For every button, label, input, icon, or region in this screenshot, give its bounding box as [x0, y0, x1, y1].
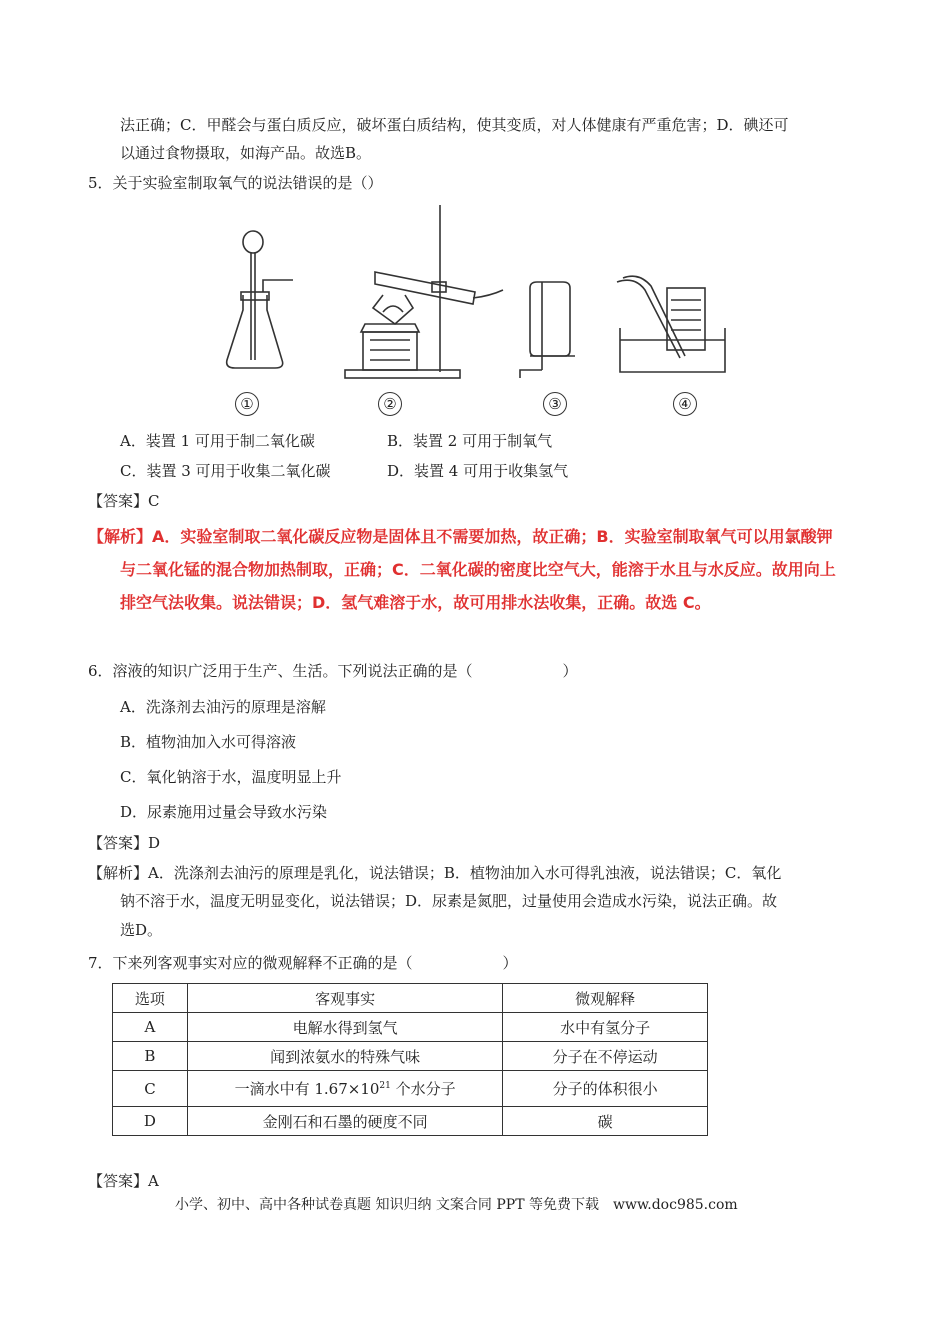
table-cell: 金刚石和石墨的硬度不同 — [187, 1107, 503, 1136]
table-cell: 闻到浓氨水的特殊气味 — [187, 1042, 503, 1071]
q5-explanation-line: 【解析】A．实验室制取二氧化碳反应物是固体且不需要加热，故正确；B．实验室制取氧气可以用氯酸钾 — [88, 527, 833, 546]
table-header: 选项 — [113, 984, 188, 1013]
table-cell: 电解水得到氢气 — [187, 1013, 503, 1042]
q6-explanation-line: 【解析】A．洗涤剂去油污的原理是乳化，说法错误；B．植物油加入水可得乳浊液，说法错误；C．氧化 — [88, 864, 782, 882]
table-cell: 分子在不停运动 — [503, 1042, 708, 1071]
apparatus-3-jar — [520, 282, 575, 378]
q5-option-d: D．装置 4 可用于收集氢气 — [387, 462, 569, 480]
apparatus-figure — [215, 200, 735, 390]
q7-answer: 【答案】A — [88, 1172, 159, 1190]
q7-stem: 7．下来列客观事实对应的微观解释不正确的是（ ） — [88, 954, 518, 972]
q5-explanation-line: 排空气法收集。说法错误；D．氢气难溶于水，故可用排水法收集，正确。故选 C。 — [120, 593, 711, 612]
table-cell — [187, 1071, 503, 1107]
label-1: ① — [235, 392, 259, 416]
q5-stem: 5．关于实验室制取氧气的说法错误的是（） — [88, 174, 383, 192]
table-cell: C — [113, 1071, 188, 1107]
q6-stem: 6．溶液的知识广泛用于生产、生活。下列说法正确的是（ ） — [88, 662, 578, 680]
table-header-row — [113, 984, 708, 1013]
label-3: ③ — [543, 392, 567, 416]
q5-answer: 【答案】C — [88, 492, 160, 510]
table-cell: A — [113, 1013, 188, 1042]
q6-explanation-line: 选D。 — [120, 921, 163, 939]
table-row — [113, 1107, 708, 1136]
q6-option-d: D．尿素施用过量会导致水污染 — [120, 803, 328, 821]
prev-explanation-line: 以通过食物摄取，如海产品。故选B。 — [120, 144, 372, 162]
table-cell: B — [113, 1042, 188, 1071]
exponent: 21 — [379, 1081, 391, 1091]
q5-option-a: A．装置 1 可用于制二氧化碳 — [120, 432, 315, 450]
q5-option-b: B．装置 2 可用于制氧气 — [387, 432, 553, 450]
apparatus-1-flask — [227, 231, 293, 368]
table-header: 微观解释 — [503, 984, 708, 1013]
q6-option-a: A．洗涤剂去油污的原理是溶解 — [120, 698, 326, 716]
q7-table — [112, 983, 708, 1136]
table-cell-suffix: 个水分子 — [390, 1080, 456, 1098]
table-row — [113, 1071, 708, 1107]
apparatus-4-trough — [617, 276, 725, 372]
apparatus-2-heating — [345, 205, 503, 378]
table-cell: 碳 — [503, 1107, 708, 1136]
table-row — [113, 1042, 708, 1071]
label-2: ② — [378, 392, 402, 416]
table-header: 客观事实 — [187, 984, 503, 1013]
table-row — [113, 1013, 708, 1042]
q5-explanation-line: 与二氧化锰的混合物加热制取，正确；C．二氧化碳的密度比空气大，能溶于水且与水反应。故用向上 — [120, 560, 836, 579]
label-4: ④ — [673, 392, 697, 416]
q5-option-c: C．装置 3 可用于收集二氧化碳 — [120, 462, 331, 480]
prev-explanation-line: 法正确；C．甲醛会与蛋白质反应，破坏蛋白质结构，使其变质，对人体健康有严重危害；D．碘还可 — [120, 116, 789, 134]
table-cell: D — [113, 1107, 188, 1136]
q6-option-b: B．植物油加入水可得溶液 — [120, 733, 297, 751]
q6-answer: 【答案】D — [88, 834, 161, 852]
q6-option-c: C．氧化钠溶于水，温度明显上升 — [120, 768, 342, 786]
footer-text: 小学、初中、高中各种试卷真题 知识归纳 文案合同 PPT 等免费下载 www.doc985.com — [175, 1197, 738, 1213]
table-cell-text: 一滴水中有 1.67×10 — [234, 1080, 380, 1098]
table-cell: 水中有氢分子 — [503, 1013, 708, 1042]
table-cell: 分子的体积很小 — [503, 1071, 708, 1107]
q6-explanation-line: 钠不溶于水，温度无明显变化，说法错误；D．尿素是氮肥，过量使用会造成水污染，说法正确。故 — [120, 892, 778, 910]
